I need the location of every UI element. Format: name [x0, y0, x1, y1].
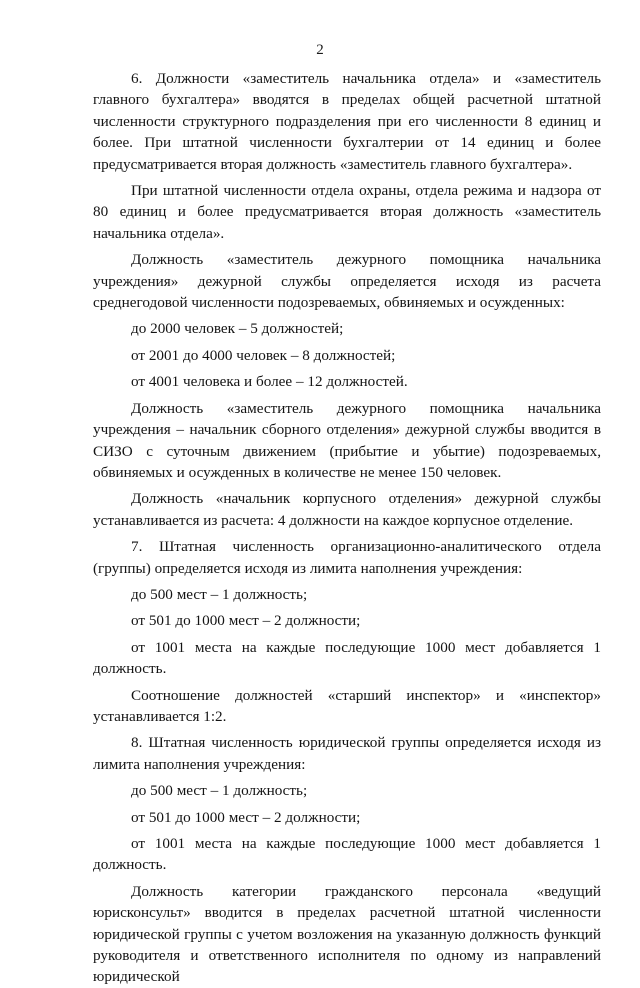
- paragraph-duty-assistant: Должность «заместитель дежурного помощника начальника учреждения» дежурной службы определяется исходя из расчета среднегодовой численности подозреваемых, обвиняемых и осужденных:: [93, 251, 601, 312]
- list-item-4001-plus: от 4001 человека и более – 12 должностей.: [131, 373, 408, 391]
- paragraph-legal-each-1000: от 1001 места на каждые последующие 1000 мест добавляется 1 должность.: [93, 835, 601, 874]
- paragraph-corps-unit: Должность «начальник корпусного отделения» дежурной службы устанавливается из расчета: 4 должности на каждое корпусное отделение.: [93, 490, 601, 529]
- page-number: 2: [316, 42, 324, 58]
- document-body: [93, 68, 601, 988]
- list-item-501-1000: от 501 до 1000 мест – 2 должности;: [131, 612, 361, 630]
- list-item-legal-up-to-500: до 500 мест – 1 должность;: [131, 782, 308, 800]
- list-item-legal-501-1000: от 501 до 1000 мест – 2 должности;: [131, 808, 361, 826]
- paragraph-6-deputy-positions: 6. Должности «заместитель начальника отдела» и «заместитель главного бухгалтера» вводятся в пределах общей расчетной штатной численности структурного подразделения при его численности 8 единиц и более. При штатной численности бухгалтерии от 14 единиц и более предусматривается вторая должность «заместитель главного бухгалтера».: [93, 70, 601, 173]
- list-item-up-to-2000: до 2000 человек – 5 должностей;: [131, 320, 344, 338]
- paragraph-7-analytics-department: 7. Штатная численность организационно-аналитического отдела (группы) определяется исходя из лимита наполнения учреждения:: [93, 538, 601, 577]
- list-item-2001-4000: от 2001 до 4000 человек – 8 должностей;: [131, 346, 396, 364]
- paragraph-lead-legal-counsel: Должность категории гражданского персонала «ведущий юрисконсульт» вводится в пределах расчетной штатной численности юридической группы с учетом возложения на указанную должность функций руководителя и ответственного исполнителя по одному из направлений юридической: [93, 882, 601, 986]
- paragraph-collection-unit: Должность «заместитель дежурного помощника начальника учреждения – начальник сборного отделения» дежурной службы вводится в СИЗО с суточным движением (прибытие и убытие) подозреваемых, обвиняемых и осужденных в количестве не менее 150 человек.: [93, 399, 601, 481]
- paragraph-inspector-ratio: Соотношение должностей «старший инспектор» и «инспектор» устанавливается 1:2.: [93, 686, 601, 725]
- paragraph-each-1000: от 1001 места на каждые последующие 1000 мест добавляется 1 должность.: [93, 638, 601, 678]
- paragraph-8-legal-group: 8. Штатная численность юридической группы определяется исходя из лимита наполнения учреждения:: [93, 734, 601, 773]
- paragraph-security-department: При штатной численности отдела охраны, отдела режима и надзора от 80 единиц и более предусматривается вторая должность «заместитель начальника отдела».: [93, 182, 601, 242]
- list-item-up-to-500: до 500 мест – 1 должность;: [131, 585, 308, 603]
